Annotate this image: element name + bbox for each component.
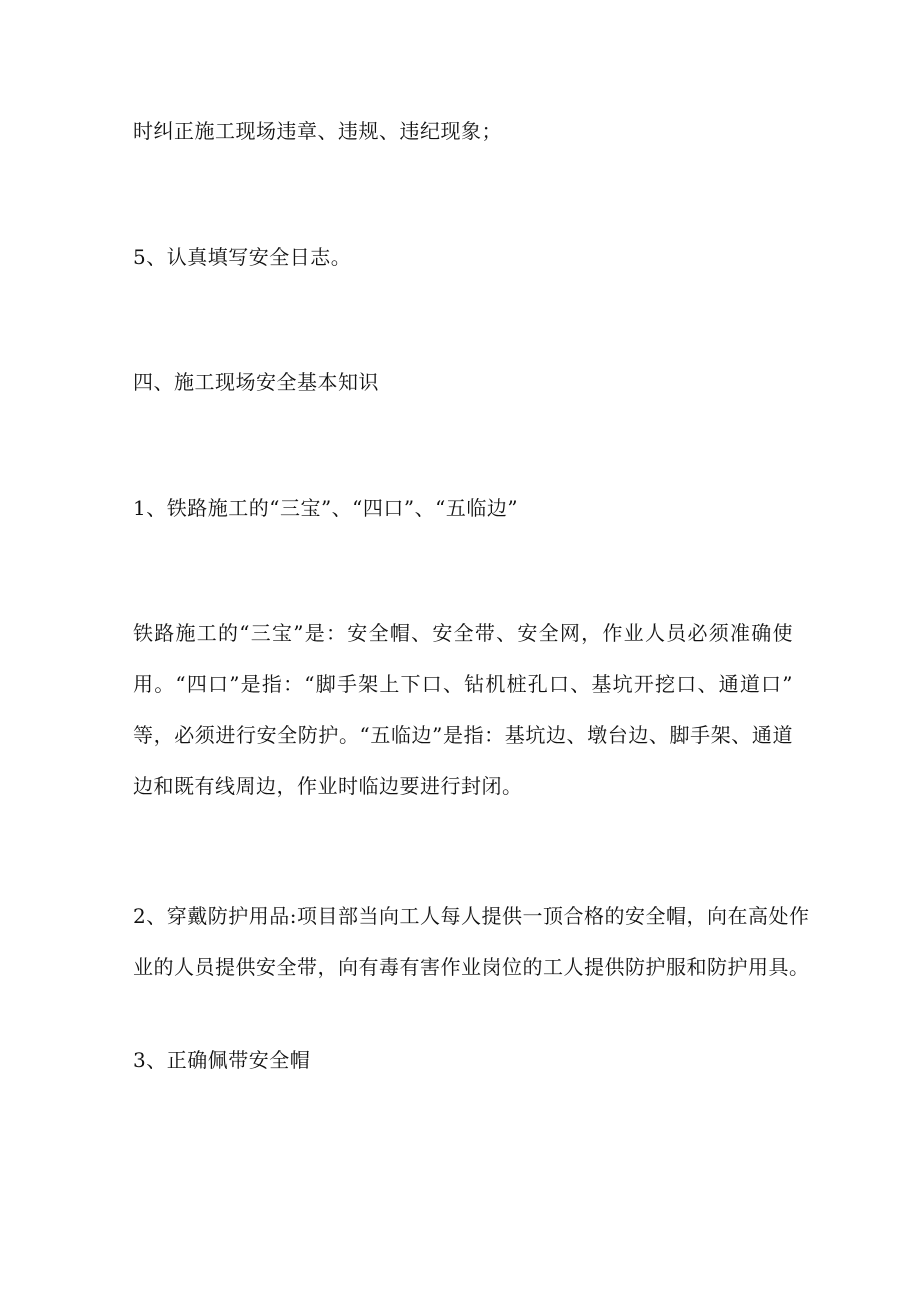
paragraph-three-treasures [133,608,793,812]
paragraph-line: 2、穿戴防护用品:项目部当向工人每人提供一顶合格的安全帽，向在高处作 [133,904,810,928]
paragraph-line: 用。“四口”是指：“脚手架上下口、钻机桩孔口、基坑开挖口、通道口” [133,672,793,696]
paragraph-line: 业的人员提供安全带，向有毒有害作业岗位的工人提供防护服和防护用具。 [133,955,810,979]
paragraph-line: 边和既有线周边，作业时临边要进行封闭。 [133,774,523,798]
paragraph-protective-gear [133,891,810,993]
text-line-correct-violations: 时纠正施工现场违章、违规、违纪现象； [133,119,502,143]
subheading-three-treasures: 1、铁路施工的“三宝”、“四口”、“五临边” [133,496,519,520]
paragraph-line: 铁路施工的“三宝”是：安全帽、安全带、安全网，作业人员必须准确使 [133,621,793,645]
subheading-safety-helmet: 3、正确佩带安全帽 [133,1048,311,1072]
paragraph-line: 等，必须进行安全防护。“五临边”是指：基坑边、墩台边、脚手架、通道 [133,723,793,747]
text-line-safety-log: 5、认真填写安全日志。 [133,245,352,269]
section-heading-safety-knowledge: 四、施工现场安全基本知识 [133,370,379,394]
